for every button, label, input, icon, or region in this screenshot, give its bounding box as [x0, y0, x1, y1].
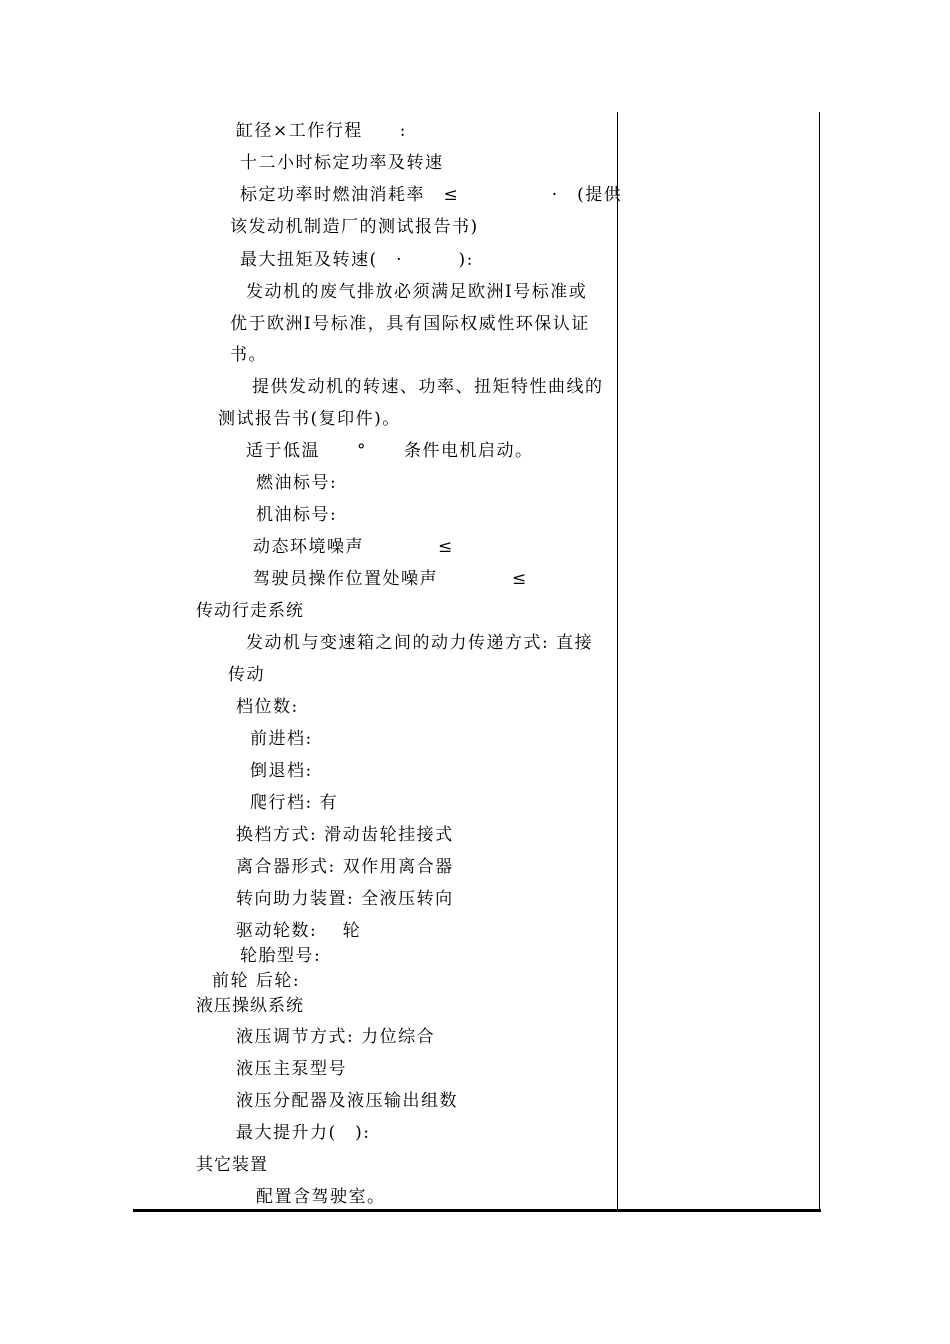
- spec-hydraulic-control: 液压调节方式: 力位综合: [236, 1027, 436, 1047]
- spec-distributor: 液压分配器及液压输出组数: [236, 1091, 458, 1111]
- table-right-border: [819, 112, 820, 1211]
- spec-forward-gears: 前进档:: [250, 729, 313, 749]
- spec-dynamic-noise: 动态环境噪声 ≤: [253, 537, 454, 557]
- spec-oil-grade: 机油标号:: [256, 505, 338, 525]
- spec-steering: 转向助力装置: 全液压转向: [236, 889, 454, 909]
- spec-emission-cont: 优于欧洲Ⅰ号标准，具有国际权威性环保认证: [230, 314, 590, 334]
- spec-main-pump: 液压主泵型号: [236, 1059, 347, 1079]
- section-heading-transmission: 传动行走系统: [196, 601, 304, 621]
- spec-fuel-grade: 燃油标号:: [256, 473, 338, 493]
- spec-gear-count: 档位数:: [236, 697, 299, 717]
- spec-emission-end: 书。: [230, 345, 267, 365]
- spec-power-transfer: 发动机与变速箱之间的动力传递方式: 直接: [246, 633, 594, 653]
- spec-curves: 提供发动机的转速、功率、扭矩特性曲线的: [252, 377, 604, 397]
- section-heading-hydraulics: 液压操纵系统: [196, 996, 304, 1016]
- spec-operator-noise: 驾驶员操作位置处噪声 ≤: [253, 569, 528, 589]
- spec-cold-start: 适于低温 ° 条件电机启动。: [246, 441, 534, 461]
- spec-cab: 配置含驾驶室。: [256, 1187, 386, 1207]
- spec-reverse-gears: 倒退档:: [250, 761, 313, 781]
- spec-emission: 发动机的废气排放必须满足欧洲Ⅰ号标准或: [246, 282, 588, 302]
- spec-fuel-consumption: 标定功率时燃油消耗率 ≤ · (提供: [240, 185, 623, 205]
- spec-drive-wheels: 驱动轮数: 轮: [236, 921, 362, 941]
- spec-curves-cont: 测试报告书(复印件)。: [218, 409, 401, 429]
- spec-shift-type: 换档方式: 滑动齿轮挂接式: [236, 825, 454, 845]
- spec-power-transfer-cont: 传动: [228, 665, 265, 685]
- spec-max-lift: 最大提升力( ):: [236, 1123, 371, 1143]
- spec-bore-stroke: 缸径×工作行程 :: [236, 121, 407, 141]
- table-column-divider: [617, 112, 618, 1211]
- spec-fuel-consumption-cont: 该发动机制造厂的测试报告书): [230, 217, 479, 237]
- spec-creep-gear: 爬行档: 有: [250, 793, 339, 813]
- spec-tire-model: 轮胎型号:: [240, 946, 322, 966]
- spec-front-rear-tires: 前轮 后轮:: [212, 971, 301, 991]
- spec-clutch-type: 离合器形式: 双作用离合器: [236, 857, 454, 877]
- spec-rated-power-speed: 十二小时标定功率及转速: [240, 153, 444, 173]
- section-heading-other: 其它装置: [196, 1155, 268, 1175]
- table-bottom-rule: [133, 1209, 821, 1212]
- spec-max-torque: 最大扭矩及转速( · ):: [240, 250, 474, 270]
